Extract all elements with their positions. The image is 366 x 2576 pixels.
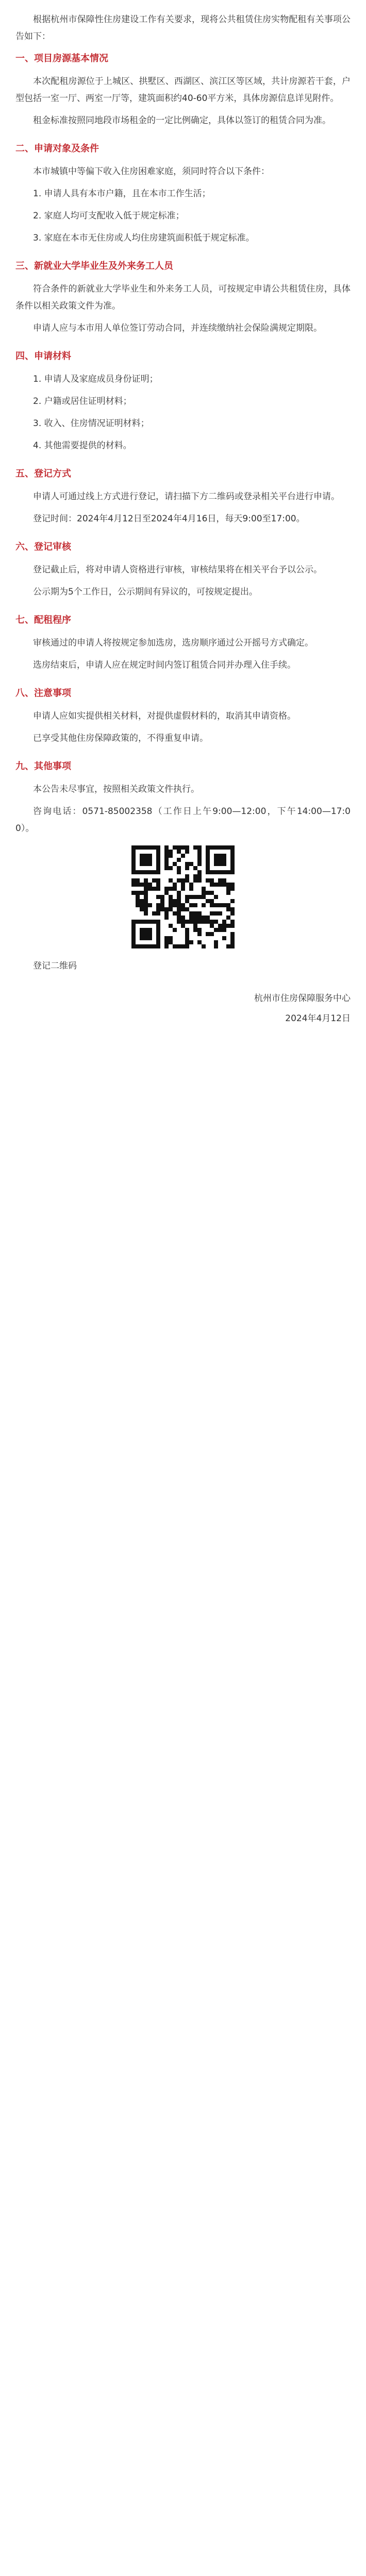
section-paragraph: 申请人可通过线上方式进行登记，请扫描下方二维码或登录相关平台进行申请。 xyxy=(33,492,340,502)
signature-date: 2024年4月12日 xyxy=(285,1013,351,1024)
section-heading: 二、申请对象及条件 xyxy=(15,143,99,154)
section-heading: 五、登记方式 xyxy=(15,468,71,479)
section-paragraph: 3. 收入、住房情况证明材料； xyxy=(33,418,149,429)
section-heading: 七、配租程序 xyxy=(15,615,71,625)
section-paragraph: 2. 户籍或居住证明材料； xyxy=(33,396,132,406)
qr-label: 登记二维码 xyxy=(33,961,77,971)
section-paragraph: 咨询电话：0571-85002358（工作日上午9:00—12:00，下午14:00—17:00）。 xyxy=(15,806,351,834)
qr-code-image[interactable] xyxy=(131,845,235,948)
section-paragraph: 本公告未尽事宜，按照相关政策文件执行。 xyxy=(33,784,199,794)
section-heading: 九、其他事项 xyxy=(15,761,71,772)
section-paragraph: 公示期为5个工作日，公示期间有异议的，可按规定提出。 xyxy=(33,587,258,597)
section-paragraph: 本市城镇中等偏下收入住房困难家庭，须同时符合以下条件： xyxy=(33,166,270,177)
section-paragraph: 3. 家庭在本市无住房或人均住房建筑面积低于规定标准。 xyxy=(33,233,255,243)
sections-container xyxy=(15,50,351,837)
section-paragraph: 登记截止后，将对申请人资格进行审核，审核结果将在相关平台予以公示。 xyxy=(33,565,322,575)
section-paragraph: 1. 申请人具有本市户籍，且在本市工作生活； xyxy=(33,189,211,199)
section-paragraph: 符合条件的新就业大学毕业生和外来务工人员，可按规定申请公共租赁住房，具体条件以相关政策文件为准。 xyxy=(15,284,351,311)
section-heading: 八、注意事项 xyxy=(15,688,71,699)
section-paragraph: 已享受其他住房保障政策的，不得重复申请。 xyxy=(33,733,208,743)
section-paragraph: 选房结束后，申请人应在规定时间内签订租赁合同并办理入住手续。 xyxy=(33,660,296,670)
section-heading: 三、新就业大学毕业生及外来务工人员 xyxy=(15,261,173,272)
section-paragraph: 租金标准按照同地段市场租金的一定比例确定，具体以签订的租赁合同为准。 xyxy=(33,115,331,126)
section-paragraph: 申请人应与本市用人单位签订劳动合同，并连续缴纳社会保险满规定期限。 xyxy=(33,323,322,333)
section-paragraph: 4. 其他需要提供的材料。 xyxy=(33,440,132,451)
section-paragraph: 登记时间：2024年4月12日至2024年4月16日，每天9:00至17:00。 xyxy=(33,514,305,524)
qr-code-container xyxy=(15,845,351,948)
intro-paragraph: 根据杭州市保障性住房建设工作有关要求，现将公共租赁住房实物配租有关事项公告如下： xyxy=(15,14,351,42)
signature-organization: 杭州市住房保障服务中心 xyxy=(254,993,351,1004)
section-paragraph: 本次配租房源位于上城区、拱墅区、西湖区、滨江区等区域，共计房源若干套，户型包括一室一厅、两室一厅等，建筑面积约40-60平方米，具体房源信息详见附件。 xyxy=(15,76,351,104)
signature-block xyxy=(15,990,351,1027)
section-heading: 六、登记审核 xyxy=(15,541,71,552)
section-paragraph: 审核通过的申请人将按规定参加选房，选房顺序通过公开摇号方式确定。 xyxy=(33,638,313,648)
section-heading: 四、申请材料 xyxy=(15,351,71,362)
section-paragraph: 申请人应如实提供相关材料，对提供虚假材料的，取消其申请资格。 xyxy=(33,711,296,721)
section-paragraph: 1. 申请人及家庭成员身份证明； xyxy=(33,374,158,384)
section-paragraph: 2. 家庭人均可支配收入低于规定标准； xyxy=(33,211,185,221)
section-heading: 一、项目房源基本情况 xyxy=(15,53,108,64)
